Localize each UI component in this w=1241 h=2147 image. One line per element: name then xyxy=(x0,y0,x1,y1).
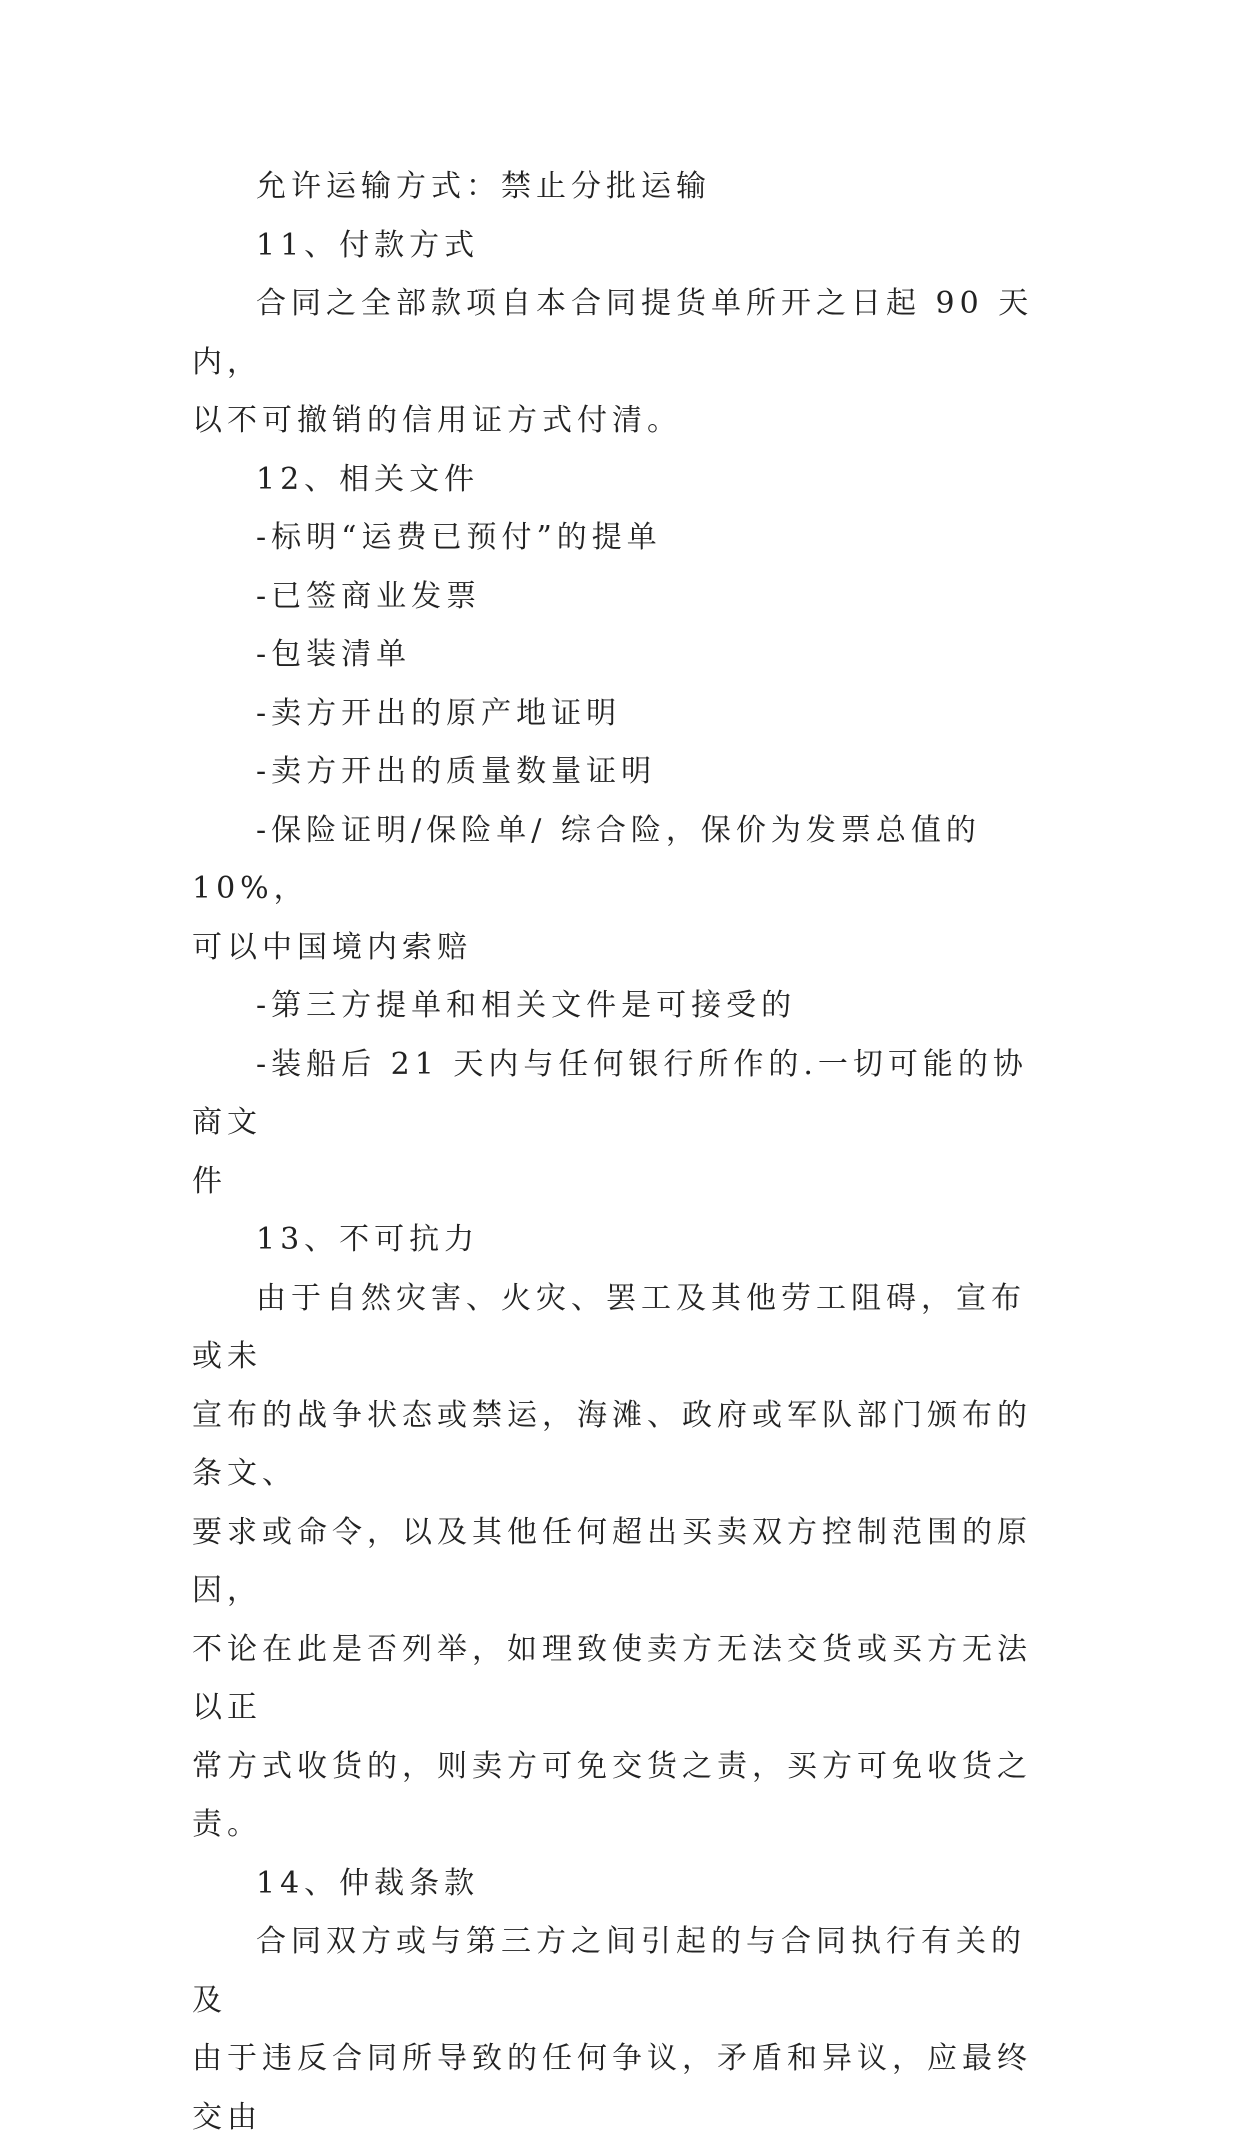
document-item-insurance-line-1: -保险证明/保险单/ 综合险，保价为发票总值的 10%， xyxy=(192,812,981,906)
document-item-negotiation-line-1: -装船后 21 天内与任何银行所作的.一切可能的协商文 xyxy=(192,1046,1028,1140)
arbitration-line-1: 合同双方或与第三方之间引起的与合同执行有关的及 xyxy=(192,1924,1026,2018)
force-majeure-line-1: 由于自然灾害、火灾、罢工及其他劳工阻碍，宣布或未 xyxy=(192,1280,1026,1374)
force-majeure-line-4: 不论在此是否列举，如理致使卖方无法交货或买方无法以正 xyxy=(192,1631,1032,1725)
section-13-heading: 13、不可抗力 xyxy=(256,1222,480,1257)
payment-text-line-2: 以不可撤销的信用证方式付清。 xyxy=(192,403,682,438)
document-item-origin-certificate: -卖方开出的原产地证明 xyxy=(256,695,622,731)
force-majeure-line-3: 要求或命令，以及其他任何超出买卖双方控制范围的原因， xyxy=(192,1514,1032,1608)
section-12-heading: 12、相关文件 xyxy=(256,461,480,497)
document-item-negotiation-line-2: 件 xyxy=(192,1163,227,1199)
section-14-heading: 14、仲裁条款 xyxy=(256,1865,480,1901)
document-body xyxy=(192,158,1054,2147)
document-item-quality-certificate: -卖方开出的质量数量证明 xyxy=(256,754,657,789)
document-item-invoice: -已签商业发票 xyxy=(256,578,482,614)
force-majeure-line-5: 常方式收货的，则卖方可免交货之责，买方可免收货之责。 xyxy=(192,1748,1032,1842)
document-item-insurance-line-2: 可以中国境内索赔 xyxy=(192,929,472,965)
arbitration-line-2: 由于违反合同所导致的任何争议，矛盾和异议，应最终交由 xyxy=(192,2041,1032,2135)
section-11-heading: 11、付款方式 xyxy=(256,227,480,263)
document-item-packing-list: -包装清单 xyxy=(256,637,412,672)
payment-text-line-1: 合同之全部款项自本合同提货单所开之日起 90 天内， xyxy=(192,286,1034,380)
force-majeure-line-2: 宣布的战争状态或禁运，海滩、政府或军队部门颁布的条文、 xyxy=(192,1397,1032,1491)
transport-method-line: 允许运输方式：禁止分批运输 xyxy=(256,169,711,204)
document-item-third-party: -第三方提单和相关文件是可接受的 xyxy=(256,988,797,1023)
document-item-bill-of-lading: -标明“运费已预付”的提单 xyxy=(256,520,662,555)
